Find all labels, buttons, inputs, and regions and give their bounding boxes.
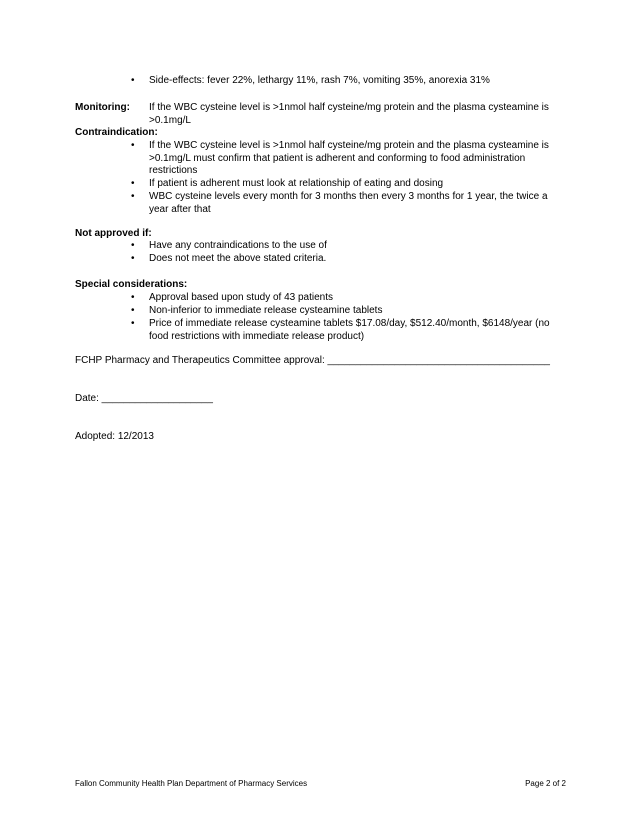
- bullet-icon: [131, 191, 135, 204]
- not-approved-label: Not approved if:: [75, 228, 152, 239]
- contraindication-list: [131, 140, 569, 216]
- special-item: • Price of immediate release cysteamine tablets $17.08/day, $512.40/month, $6148/year (no food restrictions with immediate release product): [131, 318, 569, 343]
- side-effects-text: Side-effects: fever 22%, lethargy 11%, rash 7%, vomiting 35%, anorexia 31%: [149, 75, 490, 86]
- side-effects-item: [131, 75, 571, 88]
- not-approved-list: [131, 240, 569, 266]
- footer-left: Fallon Community Health Plan Department of Pharmacy Services: [75, 779, 308, 788]
- bullet-icon: [131, 292, 135, 305]
- special-item: • Approval based upon study of 43 patients: [131, 292, 569, 305]
- special-considerations-list: [131, 292, 569, 343]
- bullet-icon: [131, 318, 135, 331]
- date-line: Date: ____________________: [75, 393, 213, 404]
- monitoring-label: Monitoring:: [75, 102, 130, 113]
- bullet-icon: [131, 240, 135, 253]
- adopted-date: Adopted: 12/2013: [75, 431, 154, 442]
- bullet-icon: [131, 140, 135, 153]
- monitoring-text: If the WBC cysteine level is >1nmol half cysteine/mg protein and the plasma cysteamine is >0.1mg/L: [149, 102, 549, 126]
- footer-page-number: Page 2 of 2: [525, 779, 566, 788]
- bullet-icon: [131, 75, 135, 88]
- special-item: • Non-inferior to immediate release cysteamine tablets: [131, 305, 569, 318]
- committee-approval-line: FCHP Pharmacy and Therapeutics Committee approval: ________________________________________: [75, 355, 550, 366]
- contraindication-label: Contraindication:: [75, 127, 158, 138]
- contraindication-item: • If the WBC cysteine level is >1nmol half cysteine/mg protein and the plasma cysteamine is >0.1mg/L must confirm that patient is adherent and conforming to food administration restrictions: [131, 140, 569, 178]
- not-approved-item: • Does not meet the above stated criteria.: [131, 253, 569, 266]
- contraindication-item: • If patient is adherent must look at relationship of eating and dosing: [131, 178, 569, 191]
- bullet-icon: [131, 305, 135, 318]
- contraindication-item: • WBC cysteine levels every month for 3 months then every 3 months for 1 year, the twice a year after that: [131, 191, 569, 216]
- bullet-icon: [131, 178, 135, 191]
- bullet-icon: [131, 253, 135, 266]
- not-approved-item: • Have any contraindications to the use of: [131, 240, 569, 253]
- special-considerations-label: Special considerations:: [75, 279, 188, 290]
